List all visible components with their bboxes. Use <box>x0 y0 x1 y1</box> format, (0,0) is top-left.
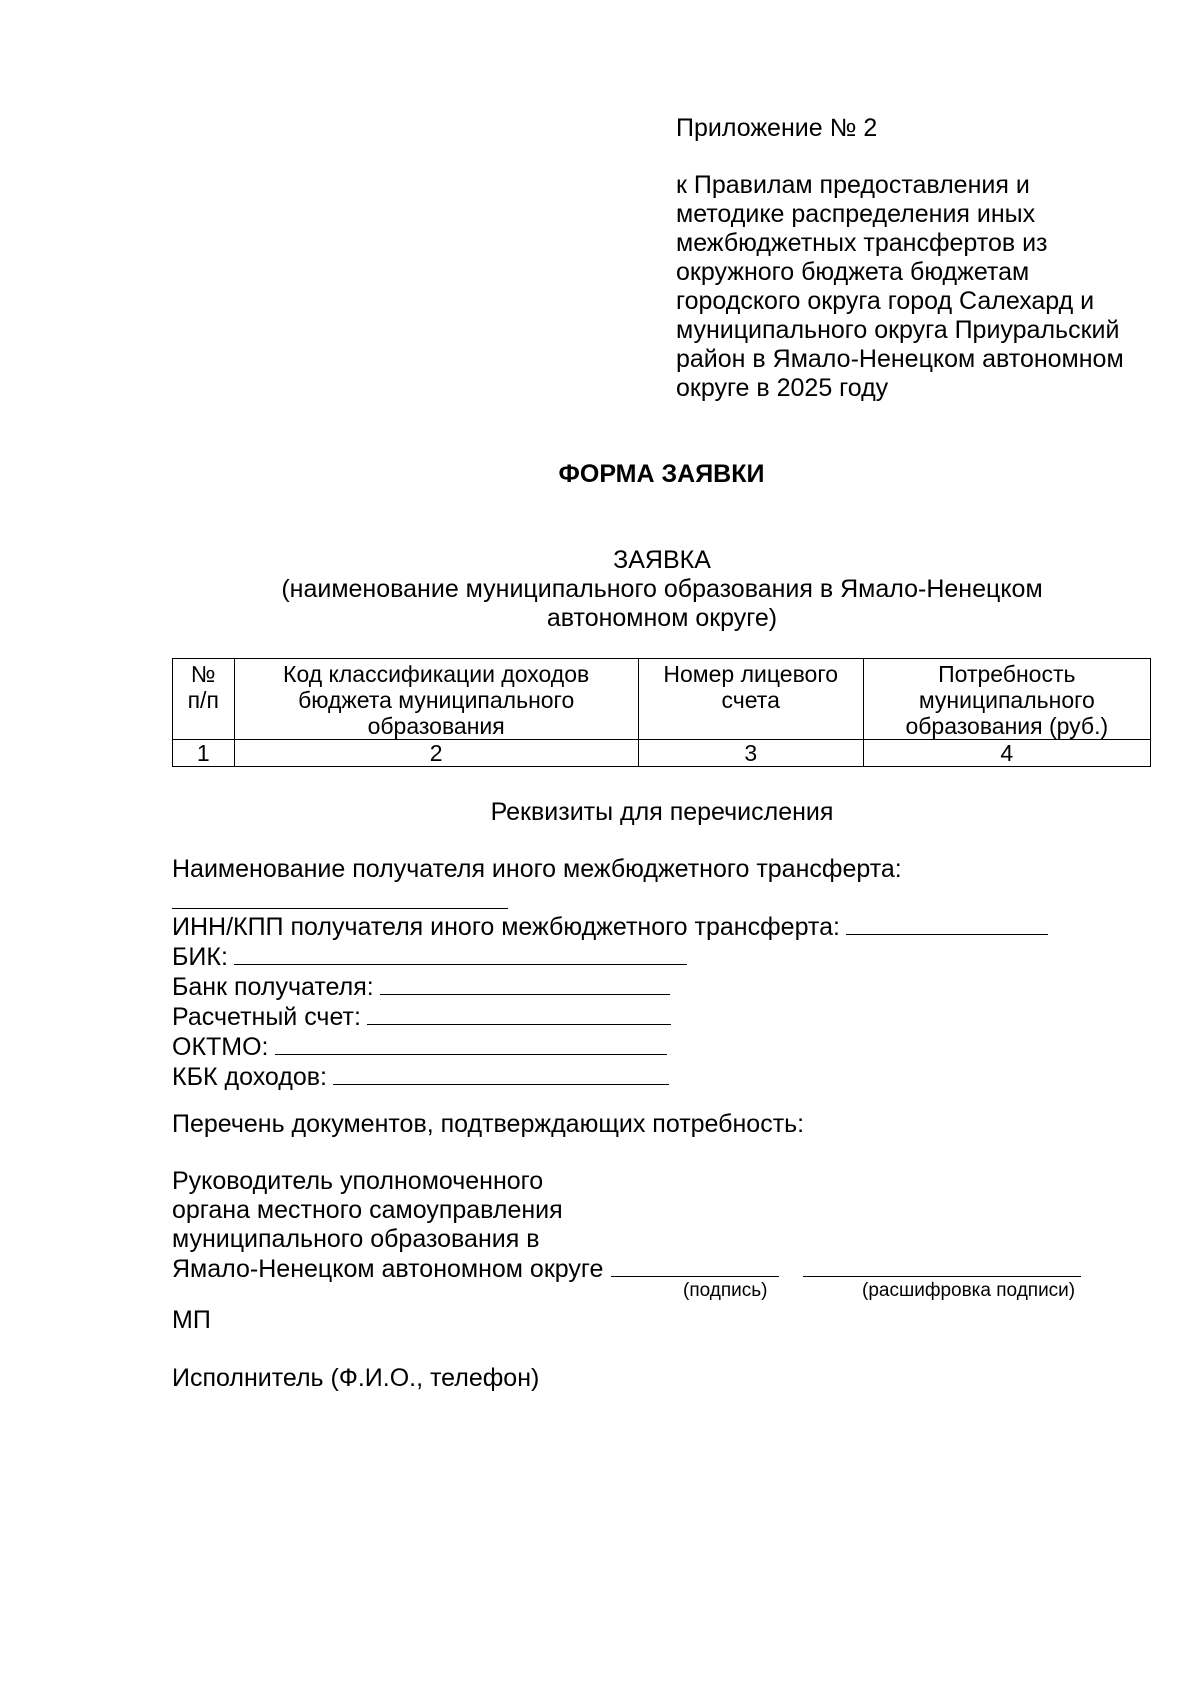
documents-list-label: Перечень документов, подтверждающих потребность: <box>172 1110 805 1138</box>
account-label: Расчетный счет: <box>172 1003 361 1031</box>
header-text: п/п <box>187 687 219 713</box>
recipient-name-field[interactable] <box>172 908 508 909</box>
oktmo-label: ОКТМО: <box>172 1033 269 1061</box>
bank-line <box>172 972 1172 1002</box>
seal-label: МП <box>172 1306 211 1334</box>
bank-field[interactable] <box>380 972 670 995</box>
header-income-code <box>234 659 638 740</box>
appendix-text <box>676 171 1156 403</box>
header-text: бюджета муниципального <box>298 687 575 713</box>
signature-field[interactable] <box>611 1254 779 1277</box>
executor-label: Исполнитель (Ф.И.О., телефон) <box>172 1364 540 1392</box>
oktmo-field[interactable] <box>275 1032 667 1055</box>
header-account-number <box>638 659 863 740</box>
request-subtitle-line2: автономном округе) <box>546 604 778 632</box>
appendix-line: округе в 2025 году <box>676 374 889 402</box>
appendix-line: муниципального округа Приуральский <box>676 316 1120 344</box>
head-line: муниципального образования в <box>172 1225 540 1253</box>
kbk-label: КБК доходов: <box>172 1063 327 1091</box>
appendix-line: городского округа город Салехард и <box>676 287 1095 315</box>
appendix-line: методике распределения иных <box>676 200 1036 228</box>
header-text: образования <box>367 713 505 739</box>
head-line: Ямало-Ненецком автономном округе <box>172 1255 604 1283</box>
bik-label: БИК: <box>172 943 228 971</box>
form-title: ФОРМА ЗАЯВКИ <box>558 460 765 488</box>
requisites-title: Реквизиты для перечисления <box>490 798 834 826</box>
kbk-field[interactable] <box>333 1062 669 1085</box>
request-table <box>172 658 1151 767</box>
appendix-block <box>676 114 1156 403</box>
header-need <box>863 659 1150 740</box>
header-number <box>173 659 235 740</box>
signature-decode-caption: (расшифровка подписи) <box>862 1280 1076 1301</box>
appendix-number: Приложение № 2 <box>676 114 878 142</box>
account-line <box>172 1002 1172 1032</box>
inn-kpp-field[interactable] <box>846 912 1048 935</box>
requisites-details <box>172 912 1172 1092</box>
signature-decode-field[interactable] <box>803 1254 1081 1277</box>
inn-kpp-label: ИНН/КПП получателя иного межбюджетного трансферта: <box>172 913 840 941</box>
header-text: Код классификации доходов <box>283 661 590 687</box>
table-cell: 3 <box>638 740 863 767</box>
head-signature-block <box>172 1167 1172 1284</box>
table-row <box>173 740 1151 767</box>
appendix-line: к Правилам предоставления и <box>676 171 1030 199</box>
header-text: муниципального <box>918 687 1095 713</box>
request-title: ЗАЯВКА <box>613 546 711 574</box>
head-line: органа местного самоуправления <box>172 1196 563 1224</box>
inn-kpp-line <box>172 912 1172 942</box>
oktmo-line <box>172 1032 1172 1062</box>
appendix-line: окружного бюджета бюджетам <box>676 258 1030 286</box>
bank-label: Банк получателя: <box>172 973 374 1001</box>
table-header-row <box>173 659 1151 740</box>
appendix-line: район в Ямало-Ненецком автономном <box>676 345 1124 373</box>
request-header <box>172 546 1152 633</box>
kbk-line <box>172 1062 1172 1092</box>
appendix-line: межбюджетных трансфертов из <box>676 229 1048 257</box>
signature-caption: (подпись) <box>683 1280 768 1301</box>
header-text: образования (руб.) <box>905 713 1109 739</box>
header-text: Потребность <box>938 661 1076 687</box>
table-cell: 4 <box>863 740 1150 767</box>
account-field[interactable] <box>367 1002 671 1025</box>
recipient-name-label: Наименование получателя иного межбюджетного трансферта: <box>172 855 902 883</box>
header-text: № <box>190 661 216 687</box>
bik-line <box>172 942 1172 972</box>
header-text: счета <box>721 687 780 713</box>
head-line: Руководитель уполномоченного <box>172 1167 544 1195</box>
table-cell: 2 <box>234 740 638 767</box>
header-text: Номер лицевого <box>663 661 838 687</box>
request-subtitle-line1: (наименование муниципального образования в Ямало-Ненецком <box>281 575 1043 603</box>
bik-field[interactable] <box>234 942 687 965</box>
table-cell: 1 <box>173 740 235 767</box>
